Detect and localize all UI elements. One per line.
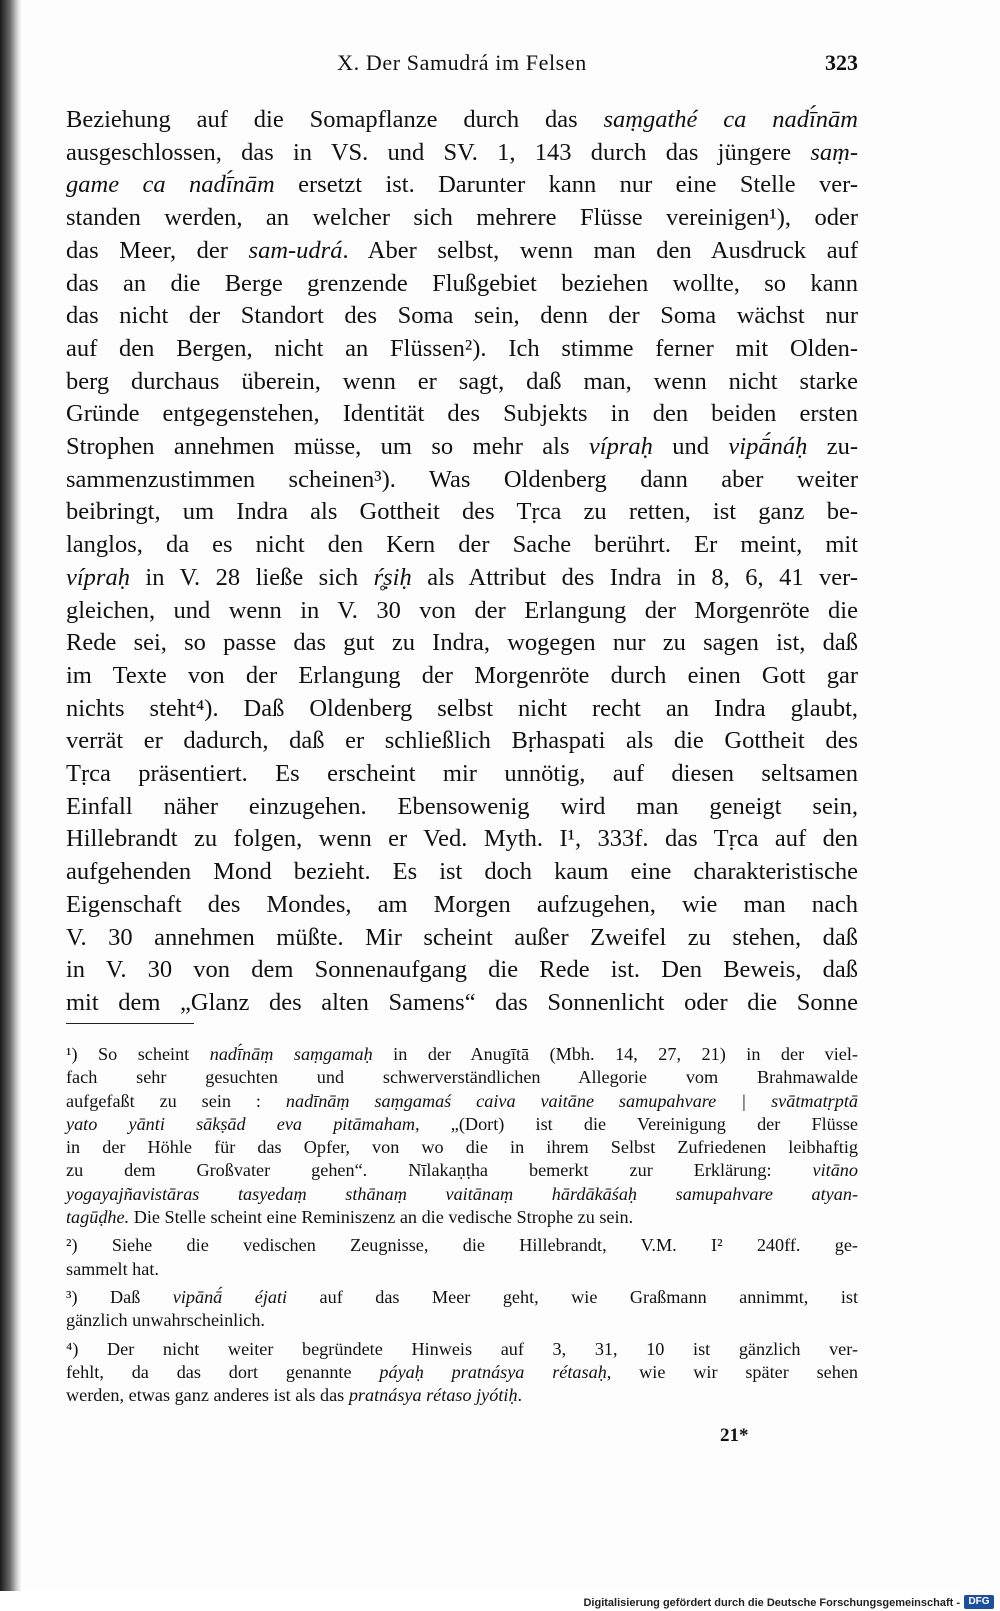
text-run: ersetzt ist. Darunter kann nur eine Stelle ver- [274, 171, 858, 199]
body-line [66, 987, 858, 1020]
italic-term: vitāno [812, 1160, 858, 1181]
italic-term: vipā́náḥ [728, 433, 808, 461]
text-run: aufgefaßt zu sein : [66, 1090, 286, 1111]
footnote-line [66, 1338, 858, 1361]
body-line [66, 202, 858, 235]
text-run: das nicht der Standort des Soma sein, denn der Soma wächst nur [66, 302, 858, 330]
text-run: fehlt, da das dort genannte [66, 1361, 380, 1382]
text-run: in V. 28 ließe sich [129, 563, 374, 591]
text-run: als Attribut des Indra in 8, 6, 41 ver- [411, 563, 858, 591]
text-run: standen werden, an welcher sich mehrere Flüsse vereinigen¹), oder [66, 204, 858, 232]
text-run: zu dem Großvater gehen“. Nīlakaṇṭha bemerkt zur Erklärung: [66, 1160, 813, 1181]
footnote-line [66, 1361, 858, 1384]
body-line [66, 333, 858, 366]
italic-term: saṃ- [810, 138, 858, 166]
footnote-1 [66, 1043, 858, 1229]
text-run: das an die Berge grenzende Flußgebiet beziehen wollte, so kann [66, 269, 858, 297]
text-run: ¹) So scheint [66, 1044, 210, 1064]
text-run: auf das Meer geht, wie Graßmann annimmt, ist [287, 1286, 858, 1307]
footnote-line [66, 1090, 858, 1113]
body-line [66, 268, 858, 301]
text-run: Strophen annehmen müsse, um so mehr als [66, 433, 589, 461]
body-line [66, 660, 858, 693]
text-run: in V. 30 von dem Sonnenaufgang die Rede ist. Den Beweis, daß [66, 956, 858, 984]
body-line [66, 562, 858, 595]
text-run: Die Stelle scheint eine Reminiszenz an die vedische Strophe zu sein. [129, 1207, 634, 1228]
text-run: das Meer, der [66, 236, 249, 264]
footnote-2 [66, 1234, 858, 1281]
text-run: Beziehung auf die Somapflanze durch das [66, 106, 604, 133]
text-run: auf den Bergen, nicht an Flüssen²). Ich stimme ferner mit Olden- [66, 334, 858, 362]
text-run: ⁴) Der nicht weiter begründete Hinweis auf 3, 31, 10 ist gänzlich ver- [66, 1338, 858, 1359]
text-run: mit dem „Glanz des alten Samens“ das Sonnenlicht oder die Sonne [66, 988, 858, 1016]
footnote-line [66, 1136, 858, 1159]
body-line [66, 922, 858, 955]
italic-term: vípraḥ [588, 433, 653, 461]
page-number: 323 [825, 50, 858, 75]
text-run: im Texte von der Erlangung der Morgenröte durch einen Gott gar [66, 661, 858, 689]
text-run: sammenzustimmen scheinen³). Was Oldenberg dann aber weiter [66, 465, 858, 493]
body-line [66, 431, 858, 464]
text-run: Rede sei, so passe das gut zu Indra, wogegen nur zu sagen ist, daß [66, 629, 858, 657]
body-line [66, 595, 858, 628]
text-run: langlos, da es nicht den Kern der Sache berührt. Er meint, mit [66, 531, 858, 559]
footnotes [66, 1043, 858, 1407]
text-run: . Aber selbst, wenn man den Ausdruck auf [342, 236, 859, 264]
text-run: Tṛca präsentiert. Es erscheint mir unnötig, auf diesen seltsamen [66, 760, 858, 788]
text-run: Eigenschaft des Mondes, am Morgen aufzugehen, wie man nach [66, 890, 858, 918]
footnote-line [66, 1183, 858, 1206]
italic-term: saṃgathé ca nadī́nām [603, 106, 858, 133]
body-line [66, 169, 858, 202]
text-run: zu- [807, 433, 858, 461]
italic-term: pratnásya rétaso jyótiḥ [348, 1385, 518, 1406]
text-run: und [652, 433, 729, 461]
signature-mark: 21* [720, 1425, 749, 1446]
dfg-logo: DFG [964, 1595, 994, 1609]
text-run: gleichen, und wenn in V. 30 von der Erlangung der Morgenröte die [66, 596, 858, 624]
body-line [66, 725, 858, 758]
footnote-line [66, 1113, 858, 1136]
footnote-line [66, 1066, 858, 1089]
text-run: . [517, 1385, 523, 1406]
body-line [66, 758, 858, 791]
text-run: Gründe entgegenstehen, Identität des Subjekts in den beiden ersten [66, 400, 858, 428]
text-run: ²) Siehe die vedischen Zeugnisse, die Hillebrandt, V.M. I² 240ff. ge- [66, 1235, 858, 1256]
text-run: fach sehr gesuchten und schwerverständlichen Allegorie vom Brahmawalde [66, 1067, 858, 1088]
text-run: Einfall näher einzugehen. Ebensowenig wird man geneigt sein, [66, 792, 858, 820]
body-line [66, 791, 858, 824]
italic-term: ŕ̥ṣiḥ [373, 563, 412, 591]
body-line [66, 300, 858, 333]
text-run: in der Anugītā (Mbh. 14, 27, 21) in der viel- [372, 1044, 858, 1064]
text-run: ³) Daß [66, 1286, 173, 1307]
footnote-line [66, 1159, 858, 1182]
body-line [66, 398, 858, 431]
italic-term: nadī́nāṃ saṃgamaḥ [209, 1044, 373, 1064]
body-line [66, 104, 858, 137]
footnote-3 [66, 1286, 858, 1333]
footnote-line [66, 1258, 858, 1281]
text-run: sammelt hat. [66, 1258, 159, 1279]
italic-term: vípraḥ [66, 563, 130, 591]
text-run: ausgeschlossen, das in VS. und SV. 1, 143 durch das jüngere [66, 138, 811, 166]
digitization-credit: Digitalisierung gefördert durch die Deutsche Forschungsgemeinschaft - [583, 1597, 960, 1609]
body-line [66, 856, 858, 889]
italic-term: yato yānti sākṣād eva pitāmaham, [66, 1113, 420, 1134]
body-line [66, 529, 858, 562]
body-line [66, 889, 858, 922]
italic-term: nadīnāṃ saṃgamaś caiva vaitāne samupahvare | svātmatṛptā [285, 1090, 858, 1111]
footnote-line [66, 1309, 858, 1332]
italic-term: yogayajñavistāras tasyedaṃ sthānaṃ vaitānaṃ hārdākāśaḥ samupahvare atyan- [66, 1183, 858, 1204]
text-run: V. 30 annehmen müßte. Mir scheint außer Zweifel zu stehen, daß [66, 923, 858, 951]
text-run: „(Dort) ist die Vereinigung der Flüsse [419, 1113, 858, 1134]
text-run: werden, etwas ganz anderes ist als das [66, 1385, 349, 1406]
text-run: , wie wir später sehen [606, 1361, 858, 1382]
body-line [66, 823, 858, 856]
footnote-line [66, 1234, 858, 1257]
body-line [66, 366, 858, 399]
footnote-line [66, 1043, 858, 1066]
body-line [66, 627, 858, 660]
italic-term: vipānā́ éjati [172, 1286, 288, 1307]
footnote-line [66, 1286, 858, 1309]
digitization-credit-bar [0, 1591, 1000, 1611]
text-run: aufgehenden Mond bezieht. Es ist doch kaum eine charakteristische [66, 858, 858, 886]
text-run: beibringt, um Indra als Gottheit des Tṛca zu retten, ist ganz be- [66, 498, 858, 526]
body-line [66, 693, 858, 726]
running-head [66, 50, 858, 84]
body-line [66, 137, 858, 170]
body-line [66, 235, 858, 268]
italic-term: game ca nadī́nām [66, 171, 275, 199]
body-line [66, 954, 858, 987]
text-run: verrät er dadurch, daß er schließlich Bṛhaspati als die Gottheit des [66, 727, 858, 755]
italic-term: tagūḍhe. [66, 1207, 130, 1228]
italic-term: sam-udrá [248, 236, 343, 264]
body-line [66, 464, 858, 497]
footnote-4 [66, 1338, 858, 1408]
main-text [66, 104, 858, 1020]
text-run: berg durchaus überein, wenn er sagt, daß man, wenn nicht starke [66, 367, 858, 395]
italic-term: páyaḥ pratnásya rétasaḥ [379, 1361, 607, 1382]
footnote-line [66, 1206, 858, 1229]
text-run: gänzlich unwahrscheinlich. [66, 1310, 265, 1331]
text-run: Hillebrandt zu folgen, wenn er Ved. Myth. I¹, 333f. das Tṛca auf den [66, 825, 858, 853]
text-run: nichts steht⁴). Daß Oldenberg selbst nicht recht an Indra glaubt, [66, 694, 858, 722]
body-line [66, 496, 858, 529]
footnote-separator [66, 1023, 194, 1024]
running-title: X. Der Samudrá im Felsen [337, 50, 587, 75]
footnote-line [66, 1384, 858, 1407]
text-run: in der Höhle für das Opfer, von wo die in ihrem Selbst Zufriedenen leibhaftig [66, 1137, 858, 1158]
scan-binding-shadow [0, 0, 22, 1611]
